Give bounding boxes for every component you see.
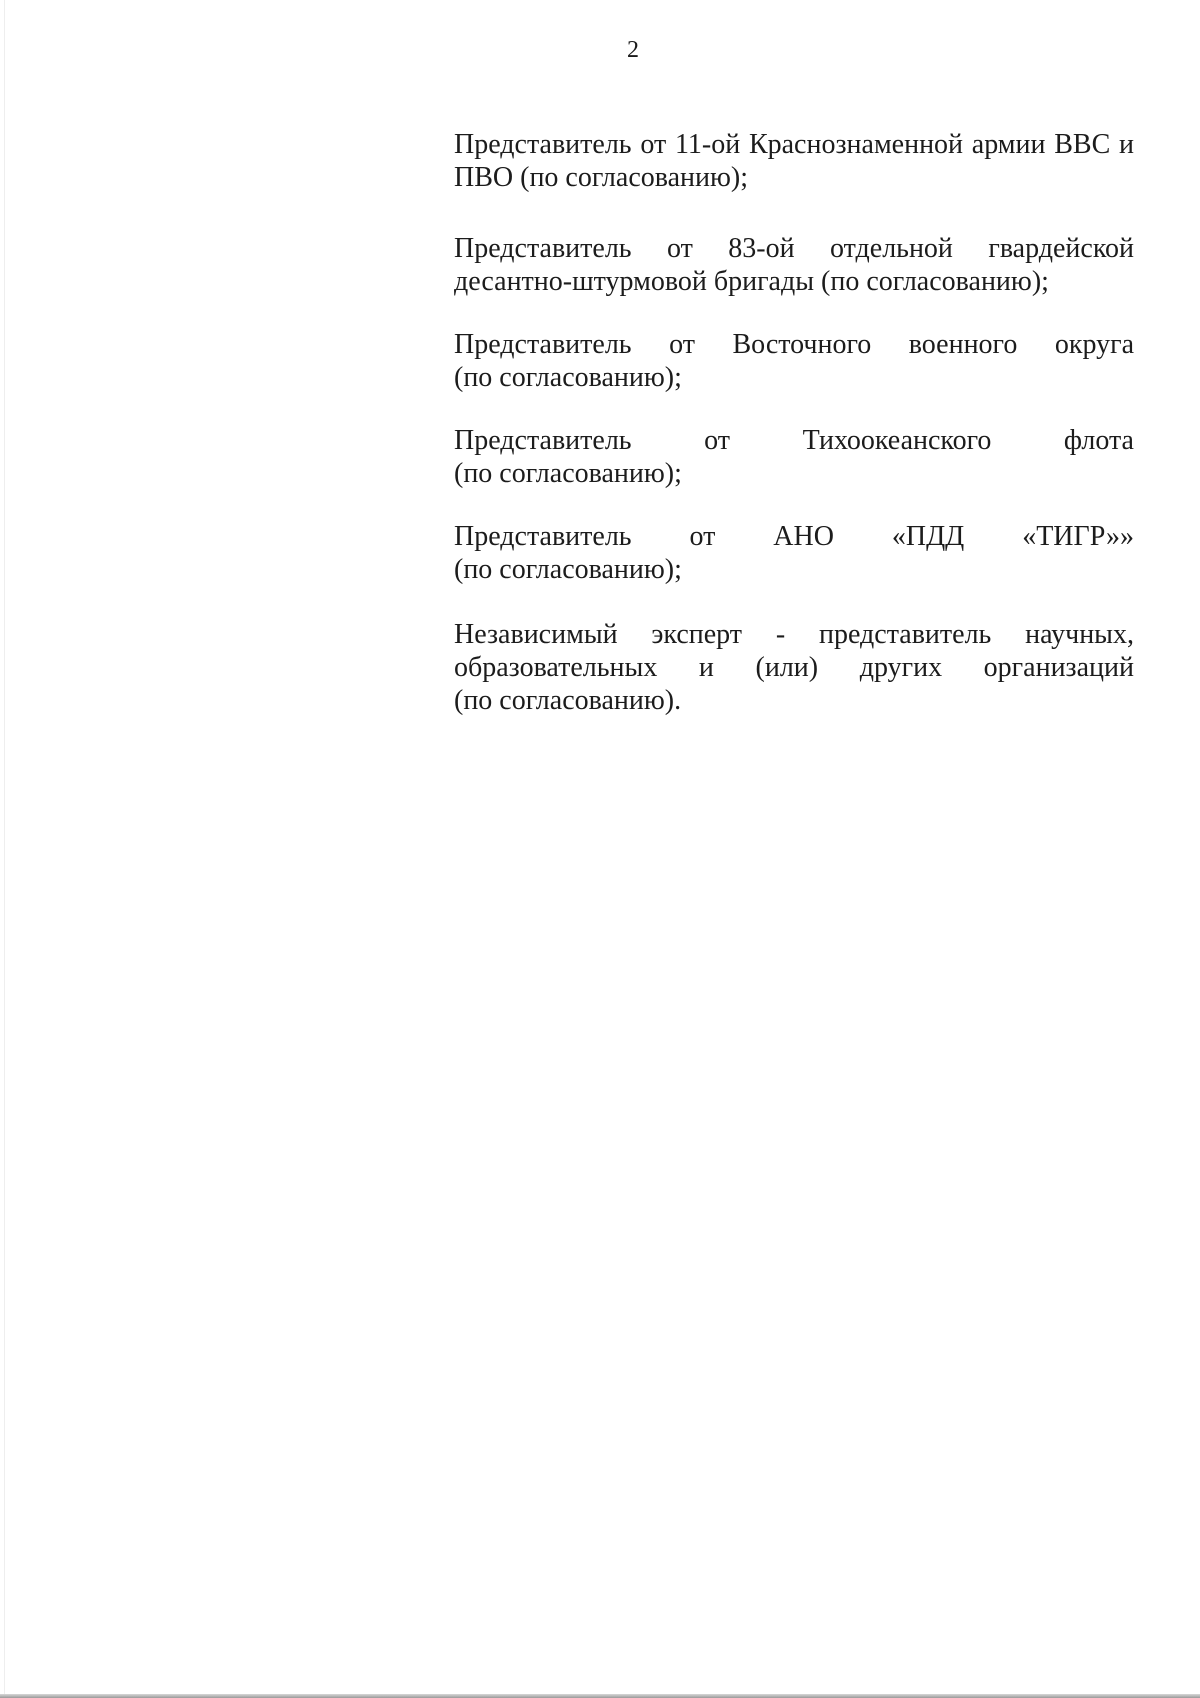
entry-line: Представитель от Тихоокеанского флота bbox=[454, 425, 1134, 456]
entry-line: (по согласованию); bbox=[454, 458, 682, 489]
entry-eastern-district-representative bbox=[454, 328, 1134, 394]
entry-line: (по согласованию); bbox=[454, 362, 682, 393]
scan-edge-shadow bbox=[4, 0, 5, 1698]
entry-air-force-representative bbox=[454, 128, 1134, 194]
entry-line: Независимый эксперт - представитель научных, bbox=[454, 619, 1134, 650]
entry-independent-expert bbox=[454, 618, 1134, 717]
entry-airborne-brigade-representative bbox=[454, 232, 1134, 298]
entry-line: Представитель от Восточного военного округа bbox=[454, 329, 1134, 360]
entry-line: Представитель от АНО «ПДД «ТИГР»» bbox=[454, 521, 1134, 552]
entry-line: образовательных и (или) других организаций bbox=[454, 652, 1134, 683]
entry-line: десантно-штурмовой бригады (по согласованию); bbox=[454, 266, 1049, 297]
entry-ano-tigr-representative bbox=[454, 520, 1134, 586]
entry-line: Представитель от 11-ой Краснознаменной армии ВВС и bbox=[454, 129, 1134, 160]
entry-line: (по согласованию). bbox=[454, 685, 682, 716]
page-number: 2 bbox=[627, 37, 639, 63]
entry-line: Представитель от 83-ой отдельной гвардейской bbox=[454, 233, 1134, 264]
entry-line: (по согласованию); bbox=[454, 554, 682, 585]
entry-pacific-fleet-representative bbox=[454, 424, 1134, 490]
scan-bottom-edge bbox=[0, 1694, 1200, 1698]
entry-line: ПВО (по согласованию); bbox=[454, 162, 749, 193]
